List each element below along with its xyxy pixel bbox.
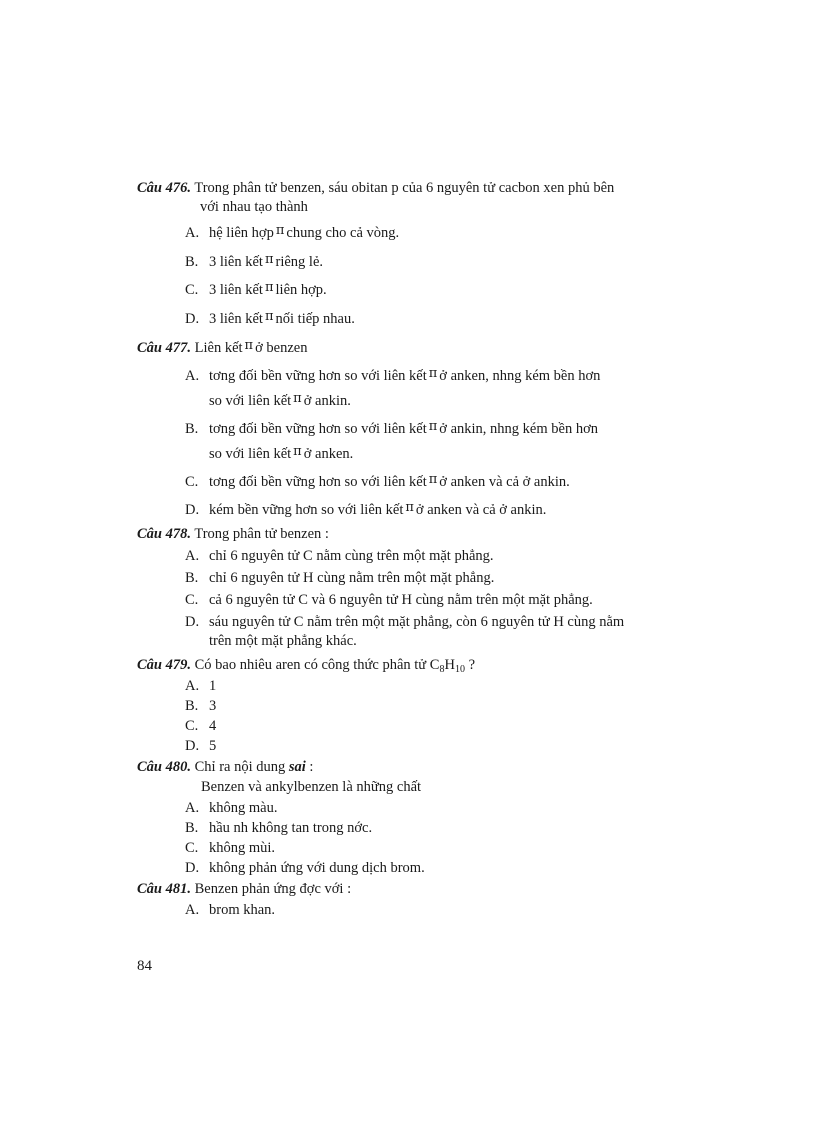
question-477: Câu 477. Liên kết π ở benzen xyxy=(137,338,308,356)
option-a: A. brom khan. xyxy=(185,902,276,918)
question-stem-continued: với nhau tạo thành xyxy=(200,199,308,215)
pi-symbol: π xyxy=(405,500,414,515)
pi-symbol: π xyxy=(264,280,274,295)
pi-symbol: π xyxy=(428,419,438,434)
question-480-lead: Benzen và ankylbenzen là những chất xyxy=(201,779,422,795)
pi-symbol: π xyxy=(264,309,274,324)
question-479: Câu 479. Có bao nhiêu aren có công thức phân tử $C_8H_{10}$ ? xyxy=(137,657,476,675)
option-b: B. hầu nh không tan trong nớc. xyxy=(185,820,373,836)
pi-symbol: π xyxy=(264,252,274,267)
option-d: D. sáu nguyên tử C nằm trên một mặt phẳng, còn 6 nguyên tử H cùng nằm trên một mặt phẳng khác. xyxy=(185,614,625,649)
option-b: B. 3 liên kết π riêng lẻ. xyxy=(185,252,324,270)
pi-symbol: π xyxy=(428,472,438,487)
option-d: D. 3 liên kết π nối tiếp nhau. xyxy=(185,309,355,327)
pi-symbol: π xyxy=(293,444,302,459)
option-a: A. 1 xyxy=(185,678,217,694)
question-476 xyxy=(137,179,682,217)
question-number: Câu 480. xyxy=(137,759,191,775)
option-a: A. chỉ 6 nguyên tử C nằm cùng trên một mặt phẳng. xyxy=(185,548,494,564)
option-b: B. tơng đối bền vững hơn so với liên kết π ở ankin, nhng kém bền hơn so với liên kết π ở anken. xyxy=(185,419,598,462)
option-c: C. 4 xyxy=(185,718,217,734)
question-number: Câu 478. xyxy=(137,526,191,542)
option-b: B. chỉ 6 nguyên tử H cùng nằm trên một mặt phẳng. xyxy=(185,570,495,586)
question-number: Câu 476. xyxy=(137,180,191,196)
option-c: C. tơng đối bền vững hơn so với liên kết π ở anken và cả ở ankin. xyxy=(185,472,570,490)
question-number: Câu 481. xyxy=(137,881,191,897)
option-c: C. 3 liên kết π liên hợp. xyxy=(185,280,327,298)
option-c: C. không mùi. xyxy=(185,840,276,856)
page-number: 84 xyxy=(137,958,152,974)
option-c: C. cả 6 nguyên tử C và 6 nguyên tử H cùng nằm trên một mặt phẳng. xyxy=(185,592,593,608)
option-d: D. 5 xyxy=(185,738,217,754)
option-a: A. hệ liên hợp π chung cho cả vòng. xyxy=(185,223,400,241)
question-number: Câu 479. xyxy=(137,657,191,673)
question-481: Câu 481. Benzen phản ứng đợc với : xyxy=(137,881,352,897)
option-a: A. tơng đối bền vững hơn so với liên kết π ở anken, nhng kém bền hơn so với liên kết π ở ankin. xyxy=(185,366,601,409)
option-d: D. kém bền vững hơn so với liên kết π ở anken và cả ở ankin. xyxy=(185,500,547,518)
question-number: Câu 477. xyxy=(137,340,191,356)
option-b: B. 3 xyxy=(185,698,217,714)
pi-symbol: π xyxy=(293,391,302,406)
option-a: A. không màu. xyxy=(185,800,278,816)
pi-symbol: π xyxy=(275,223,285,238)
question-stem: Trong phân tử benzen, sáu obitan p của 6 nguyên tử cacbon xen phủ bên xyxy=(194,180,615,196)
pi-symbol: π xyxy=(244,338,254,353)
question-480: Câu 480. Chỉ ra nội dung sai : xyxy=(137,759,314,775)
question-478: Câu 478. Trong phân tử benzen : xyxy=(137,526,329,542)
pi-symbol: π xyxy=(428,366,438,381)
option-d: D. không phản ứng với dung dịch brom. xyxy=(185,860,425,876)
